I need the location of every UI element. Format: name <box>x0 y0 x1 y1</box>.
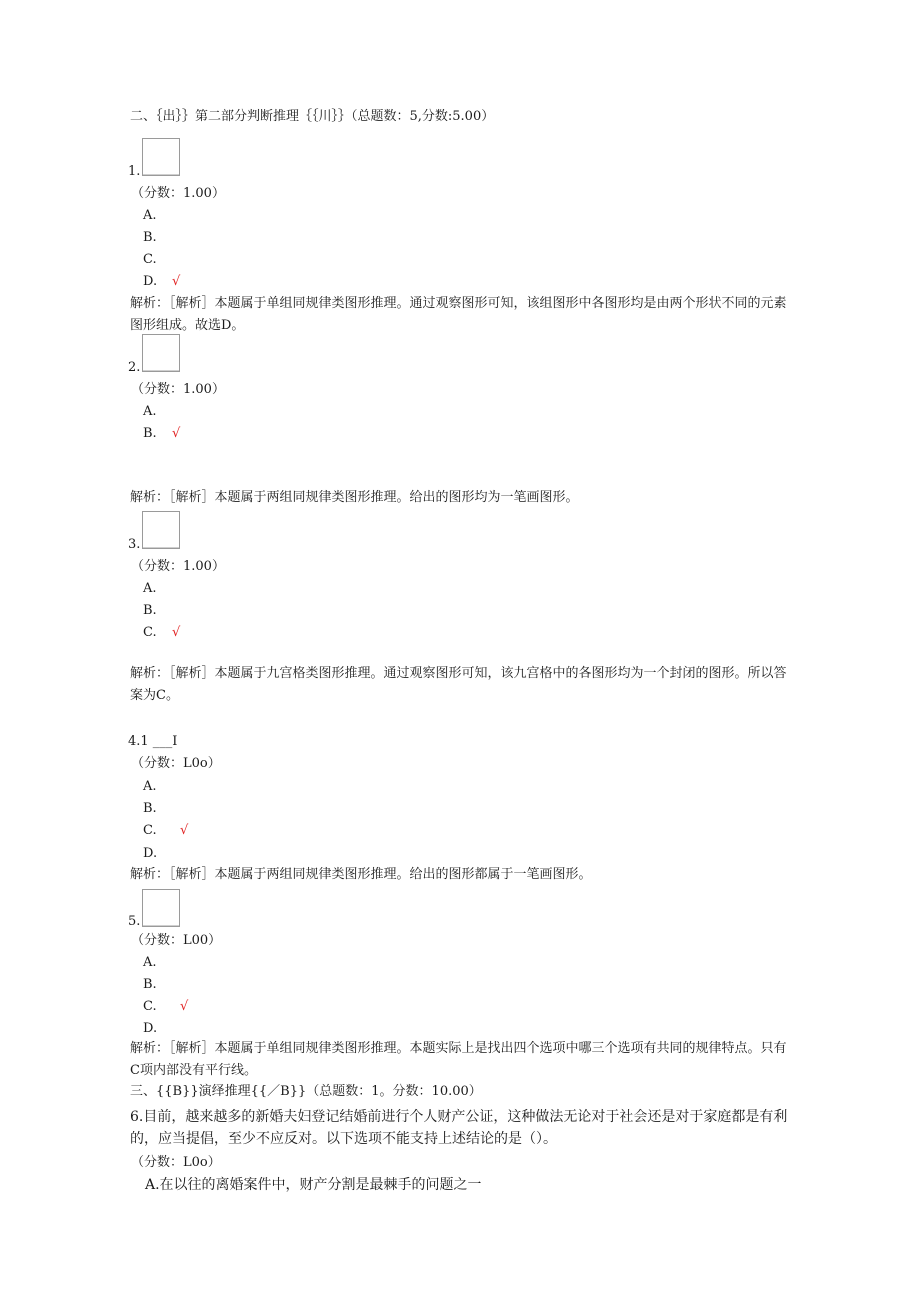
correct-answer-check-icon: √ <box>172 274 181 289</box>
option-b: B. <box>143 426 157 441</box>
option-b: B. <box>143 603 157 618</box>
question-image <box>142 889 180 927</box>
question-score: （分数：L0o） <box>131 756 221 771</box>
option-d: D. <box>143 274 158 289</box>
correct-answer-check-icon: √ <box>180 823 189 838</box>
option-a: A. <box>143 581 157 596</box>
correct-answer-check-icon: √ <box>180 999 189 1014</box>
option-a: A. <box>143 779 157 794</box>
option-c: C. <box>143 999 157 1014</box>
option-b: B. <box>143 977 157 992</box>
question-number: 4.1 ___I <box>128 734 178 749</box>
explanation: 解析：［解析］本题属于两组同规律类图形推理。给出的图形均为一笔画图形。 <box>130 490 579 505</box>
option-b: B. <box>143 230 157 245</box>
question-score: （分数：1.00） <box>131 382 225 397</box>
option-a: A. <box>143 955 157 970</box>
question-text: 6.目前，越来越多的新婚夫妇登记结婚前进行个人财产公证，这种做法无论对于社会还是对于家庭都是有利的，应当提倡，至少不应反对。以下选项不能支持上述结论的是（）。 <box>130 1109 788 1147</box>
option-a: A.在以往的离婚案件中，财产分割是最棘手的问题之一 <box>145 1177 482 1193</box>
option-c: C. <box>143 625 157 640</box>
question-number: 5. <box>128 914 141 929</box>
correct-answer-check-icon: √ <box>172 625 181 640</box>
question-score: （分数：L0o） <box>131 1155 221 1170</box>
explanation: 解析：［解析］本题属于两组同规律类图形推理。给出的图形都属于一笔画图形。 <box>130 867 592 882</box>
question-number: 2. <box>128 360 141 375</box>
question-image <box>142 511 180 549</box>
question-score: （分数：L00） <box>131 933 222 948</box>
question-image <box>142 138 180 176</box>
question-image <box>142 334 180 372</box>
option-b: B. <box>143 801 157 816</box>
option-d: D. <box>143 846 158 861</box>
explanation: 解析：［解析］本题属于九宫格类图形推理。通过观察图形可知，该九宫格中的各图形均为一个封闭的图形。所以答案为C。 <box>130 666 787 703</box>
question-number: 3. <box>128 537 141 552</box>
section-header: 二、｛出｝｝第二部分判断推理｛｛川｝｝（总题数：5,分数:5.00） <box>130 109 495 124</box>
question-score: （分数：1.00） <box>131 186 225 201</box>
question-number: 1. <box>128 164 141 179</box>
explanation: 解析：［解析］本题属于单组同规律类图形推理。通过观察图形可知，该组图形中各图形均是由两个形状不同的元素图形组成。故选D。 <box>130 296 787 333</box>
option-a: A. <box>143 208 157 223</box>
correct-answer-check-icon: √ <box>172 426 181 441</box>
option-c: C. <box>143 823 157 838</box>
explanation: 解析：［解析］本题属于单组同规律类图形推理。本题实际上是找出四个选项中哪三个选项有共同的规律特点。只有C项内部没有平行线。 <box>130 1041 787 1078</box>
option-c: C. <box>143 252 157 267</box>
option-d: D. <box>143 1021 158 1036</box>
section-header: 三、{{B}}演绎推理{{／B}}（总题数：1。分数：10.00） <box>130 1084 482 1099</box>
option-a: A. <box>143 404 157 419</box>
question-score: （分数：1.00） <box>131 559 225 574</box>
